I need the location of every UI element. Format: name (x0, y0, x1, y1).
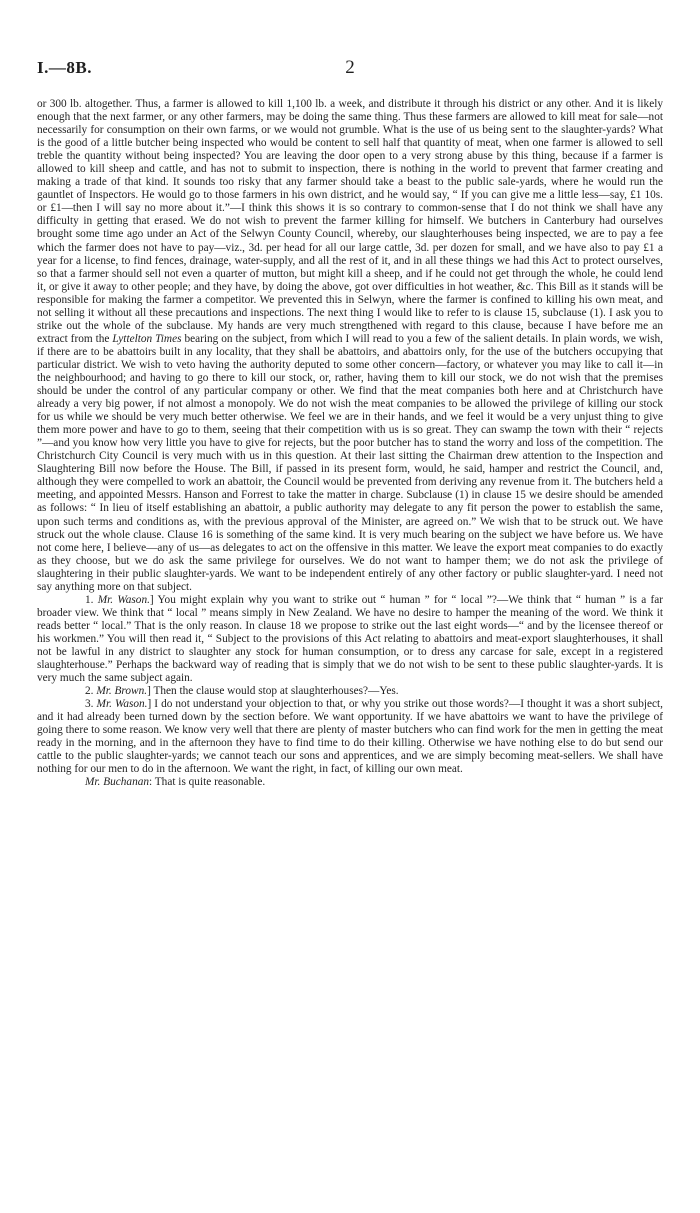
question-2 (37, 685, 663, 698)
question-text: ] You might explain why you want to strike out “ human ” for “ local ”?—We think that “ human ” is a far broader view. We think that “ local ” means simply in New Zealand. We have no desire to hamper the meaning of the word. We think it reads better “ local.” That is the only reason. In clause 18 we propose to strike out the last eight words—“ and by the licensee thereof or his workmen.” You will then read it, “ Subject to the provisions of this Act relating to abattoirs and meat-export slaughterhouses, it shall not be lawful in any district to slaughter any stock for human consumption, or to dress any carcase for sale, except in a registered slaughterhouse.” Perhaps the backward way of reading that is simply that we do not wish to be sent to these public slaughter-yards. It is very much the same subject again. (37, 593, 663, 685)
document-reference: I.—8B. (37, 58, 92, 77)
question-number: 2. (85, 685, 94, 698)
question-text: ] Then the clause would stop at slaughterhouses?—Yes. (147, 685, 399, 698)
speaker-name: Mr. Buchanan (85, 776, 150, 789)
question-number: 1. (85, 593, 94, 606)
paragraph-text-continued: bearing on the subject, from which I will read to you a few of the salient details. In plain words, we wish, if there are to be abattoirs built in any locality, that they shall be abattoirs, and abattoirs only, for the use of the butchers occupying that particular district. We wish to veto having the authority deputed to some other concern—factory, or whatever you may like to call it—in the neighbourhood; and having to go there to kill our stock, or, rather, having them to kill our stock, we do not wish that the premises should be under the control of any particular company or other. We find that the meat companies both here and at Christchurch have already a very big power, if not almost a monopoly. We do not wish the meat companies to be allowed the privilege of killing our stock for us while we should be very much better otherwise. We feel we are in their hands, and we feel it would be a very unjust thing to give them more power and have to go to them, seeing that their competition with us is so great. They can swamp the town with their “ rejects ”—and you know how very little you have to give for rejects, but the poor butcher has to stand the worry and loss of the competition. The Christchurch City Council is very much with us in this question. At their last sitting the Chairman drew attention to the Inspection and Slaughtering Bill now before the House. The Bill, if passed in its present form, would, he said, hamper and restrict the Council, and, although they were compelled to work an abattoir, the Council would be prevented from deriving any revenue from it. The butchers held a meeting, and appointed Messrs. Hanson and Forrest to take the matter in charge. Subclause (1) in clause 15 we desire should be amended as follows: “ In lieu of itself establishing an abattoir, a public authority may delegate to any fit person the power to establish the same, upon such terms and conditions as, with the previous approval of the Minister, are agreed on.” We wish that to be struck out. We have struck out the whole clause. Clause 16 is something of the same kind. It is very much bearing on the subject we have before us. We have not come here, I believe—any of us—as delegates to act on the offensive in this matter. We leave the export meat companies to do exactly as they choose, but we do ask the same privilege for ourselves. We do not want to hamper them; we do not ask the privilege of slaughtering in their public slaughter-yards. We want to be independent entirely of any other factory or public slaughter-yard. I need not say anything more on that subject. (37, 332, 663, 593)
question-3 (37, 698, 663, 776)
speaker-name: Mr. Wason. (97, 593, 150, 606)
remark-text: : That is quite reasonable. (149, 776, 266, 789)
speaker-name: Mr. Brown. (96, 685, 148, 698)
page-number: 2 (345, 57, 355, 78)
remark (37, 776, 663, 789)
speaker-name: Mr. Wason. (96, 698, 148, 711)
paragraph-text: or 300 lb. altogether. Thus, a farmer is allowed to kill 1,100 lb. a week, and distribute it through his district or any other. And it is likely enough that the next farmer, or any other farmers, may be doing the same thing. Thus these farmers are allowed to kill meat for sale—not necessarily for consumption on their own farms, or we would not grumble. What is the use of us being sent to the slaughter-yards? What is the good of a little butcher being inspected who would be content to sell half that quantity of meat, when one farmer is allowed to sell treble the quantity without being inspected? You are leaving the door open to a very strong abuse by this thing, because if a farmer is allowed to kill sheep and cattle, and has not to submit to inspection, there is nothing in the world to prevent that farmer creating and making a trade of that kind. It sounds too risky that any farmer should take a beast to the public sale-yards, where he would run the gauntlet of Inspectors. He would go to those farmers in his own district, and he would say, “ If you can give me a little less—say, £1 10s. or £1—then I will say no more about it.”—I think this shows it is so contrary to common-sense that I do not think we shall have any difficulty in getting that erased. We do not wish to prevent the farmer killing for himself. We butchers in Canterbury had ourselves brought some time ago under an Act of the Selwyn County Council, whereby, our slaughterhouses being inspected, we are to pay a fee which the farmer does not have to pay—viz., 3d. per head for all our large cattle, 3d. per dozen for small, and we have also to pay £1 a year for a license, to find fences, drainage, water-supply, and all the rest of it, and in all these things we had this Act to protect ourselves, so that a farmer should sell not even a quarter of mutton, but might kill a sheep, and if he could not get through the whole, he could lend it, or give it away to other people; and they have, by doing the above, got over difficulties in hot weather, &c. This Bill as it stands will be responsible for making the farmer a competitor. We prevented this in Selwyn, where the farmer is confined to killing his own meat, and not selling it without all these precautions and inspections. The next thing I would like to refer to is clause 15, subclause (1). I ask you to strike out the whole of the subclause. My hands are very much strengthened with regard to this clause, because I have before me an extract from the (37, 98, 663, 345)
document-body (37, 98, 663, 789)
newspaper-title: Lyttelton Times (112, 332, 182, 345)
question-1 (37, 594, 663, 685)
paragraph-opening (37, 98, 663, 594)
question-number: 3. (85, 698, 94, 711)
question-text: ] I do not understand your objection to that, or why you strike out those words?—I thought it was a short subject, and it had already been turned down by the section before. We want opportunity. If we have abattoirs we want to have the privilege of going there to some reason. We know very well that there are plenty of master butchers who can find work for the men in getting the meat ready in the morning, and in the afternoon they have to find time to do their killing. Otherwise we have nothing else to do but send our cattle to the public slaughter-yards; we cannot teach our sons and apprentices, and we are simply becoming meat-sellers. We shall have nothing for our men to do in the afternoon. We want the right, in fact, of killing our own meat. (37, 698, 663, 776)
page-header (37, 58, 663, 82)
